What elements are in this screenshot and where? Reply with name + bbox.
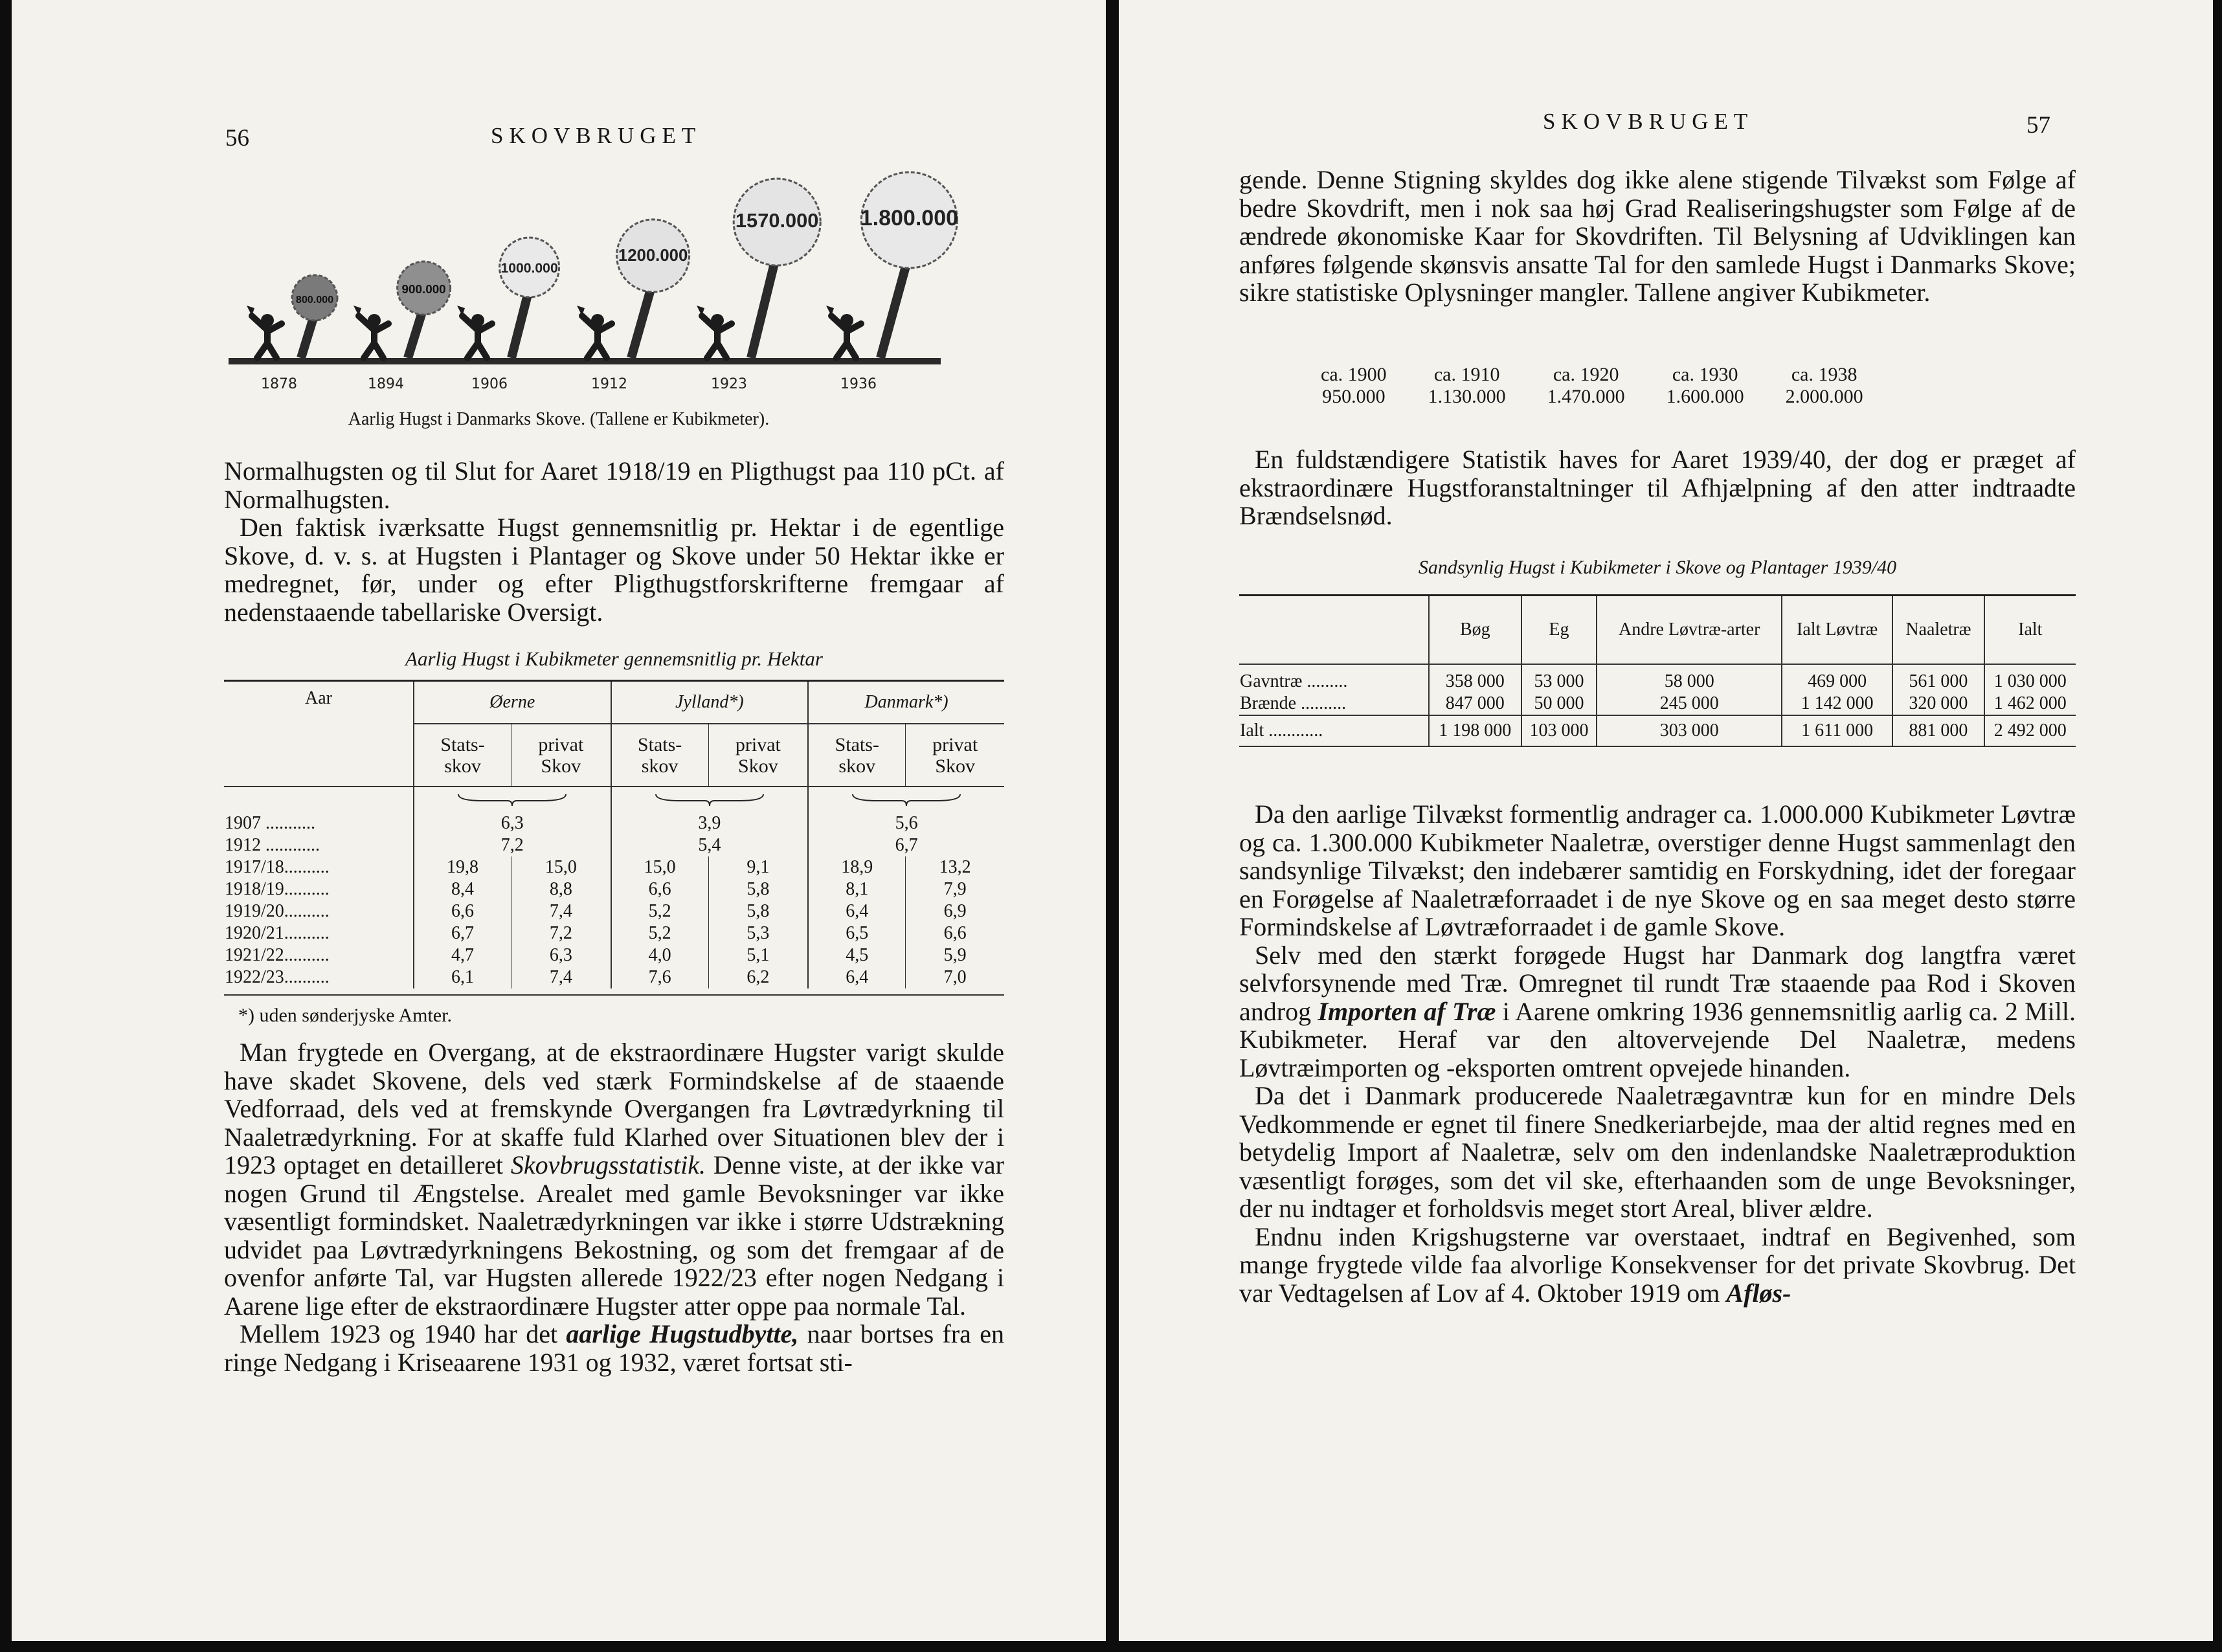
cell-value: 5,8	[708, 878, 808, 900]
paragraph: Den faktisk iværksatte Hugst gennemsnitlig pr. Hektar i de egentlige Skove, d. v. s. at Hugsten i Plantager og Skove under 50 Hektar ikke er medregnet, før, under og efter Pligthugstforskrifterne fremgaar af nedenstaaende tabellariske Oversigt.	[224, 513, 1004, 627]
row-aar: 1917/18..........	[224, 856, 414, 878]
cell-value: 5,3	[708, 922, 808, 944]
cell-value: 4,0	[611, 944, 709, 966]
year-label: 1878	[261, 376, 297, 392]
cell-value: 469 000	[1782, 664, 1892, 693]
cell-value: 7,4	[511, 900, 611, 922]
cell-value: 245 000	[1597, 693, 1782, 715]
page-number: 57	[2026, 112, 2050, 139]
estimate-year: ca. 1910	[1433, 364, 1500, 385]
cell-value: 15,0	[611, 856, 709, 878]
woodcutter-group	[457, 238, 559, 392]
cell-value: 5,9	[943, 945, 967, 965]
brace-icon	[655, 792, 765, 809]
paragraph: Man frygtede en Overgang, at de ekstraordinære Hugster varigt skulde have skadet Skovene, dels ved stærk Formindskelse af de staaende Vedforraad, dels ved at fremskynde Overgangen fra Løvtrædyrkning til Naaletrædyrkning. For at skaffe fuld Klarhed over Situationen blev der i 1923 optaget en detailleret Skovbrugsstatistik. Denne viste, at der ikke var nogen Grund til Ængstelse. Arealet med gamle Bevoksninger var ikke væsentligt formindsket. Naaletrædyrkningen var ikke i større Udstrækning udvidet paa Løvtrædyrkningens Bekostning, og som det fremgaar af de ovenfor anførte Tal, var Hugsten allerede 1922/23 efter nogen Nedgang i Aarene lige efter de ekstraordinære Hugster atter oppe paa normale Tal.	[224, 1038, 1005, 1321]
cell-value: 6,7	[414, 922, 511, 944]
estimate-value: 1.600.000	[1666, 386, 1744, 407]
paragraph: Normalhugsten og til Slut for Aaret 1918/19 en Pligthugst paa 110 pCt. af Normalhugsten.	[224, 456, 1004, 514]
table-title: Sandsynlig Hugst i Kubikmeter i Skove og Plantager 1939/40	[1418, 557, 1897, 578]
disc-value: 1200.000	[618, 247, 688, 265]
col-header: Ialt	[1984, 596, 2076, 664]
cell-value: 847 000	[1429, 693, 1521, 715]
cell-value: 7,2	[511, 922, 611, 944]
group-header-jylland: Jylland*)	[611, 681, 809, 724]
sub-header-stats: Stats- skov	[414, 724, 511, 787]
paragraph: En fuldstændigere Statistik haves for Aaret 1939/40, der dog er præget af ekstraordinære Hugstforanstaltninger til Afhjælpning af den atter indtraadte Brændselsnød.	[1239, 445, 2076, 530]
cell-value: 1 611 000	[1782, 715, 1892, 746]
cell-value: 5,6	[895, 813, 918, 833]
left-page	[12, 0, 1106, 1641]
estimate-year: ca. 1900	[1321, 364, 1387, 385]
paragraph: Selv med den stærkt forøgede Hugst har Danmark dog langtfra været selvforsynende med Træ. Omregnet til rundt Træ staaende paa Rod i Skoven androg Importen af Træ i Aarene omkring 1936 gennemsnitlig aarlig ca. 2 Mill. Kubikmeter. Heraf var den altovervejende Del Naaletræ, medens Løvtræimporten og -eksporten omtrent opvejede hinanden.	[1239, 940, 2076, 1082]
sub-header-privat: privat Skov	[932, 733, 978, 777]
estimate-year: ca. 1920	[1553, 364, 1619, 385]
disc-value: 1.800.000	[860, 206, 959, 230]
cell-value: 5,8	[708, 900, 808, 922]
cell-value: 7,2	[414, 834, 611, 856]
col-header: Andre Løvtræ-arter	[1597, 596, 1782, 664]
col-header: Eg	[1521, 596, 1597, 664]
table-bottom-rule	[224, 994, 1004, 996]
table-footnote: *) uden sønderjyske Amter.	[238, 1005, 452, 1026]
cell-value: 6,4	[808, 966, 906, 988]
cell-value: 13,2	[939, 857, 971, 877]
cell-value: 6,4	[808, 900, 906, 922]
total-row	[1239, 715, 2076, 746]
log-icon	[881, 254, 909, 358]
year-label: 1894	[368, 376, 404, 392]
cell-value: 8,4	[414, 878, 511, 900]
paragraph: Mellem 1923 og 1940 har det aarlige Hugstudbytte, naar bortses fra en ringe Nedgang i Kriseaarene 1931 og 1932, været fortsat sti-	[224, 1319, 1005, 1377]
year-label: 1936	[840, 376, 877, 392]
cell-value: 4,7	[414, 944, 511, 966]
cell-value: 19,8	[414, 856, 511, 878]
cell-value: 9,1	[708, 856, 808, 878]
cell-value: 7,9	[943, 879, 967, 899]
disc-value: 800.000	[295, 294, 334, 306]
cell-value: 561 000	[1892, 664, 1984, 693]
cell-value: 3,9	[611, 812, 809, 834]
cell-value: 7,6	[611, 966, 709, 988]
group-header-oerne: Øerne	[414, 681, 611, 724]
log-icon	[511, 288, 530, 358]
sub-header-privat: privat Skov	[511, 724, 611, 787]
cell-value: 6,3	[414, 812, 611, 834]
col-header-aar: Aar	[224, 681, 414, 787]
page-number: 56	[225, 125, 249, 151]
row-aar: 1921/22..........	[224, 944, 414, 966]
cell-value: 15,0	[511, 856, 611, 878]
cell-value: 6,7	[895, 835, 918, 855]
table-row	[224, 900, 1004, 922]
cell-value: 6,1	[414, 966, 511, 988]
estimate-value: 950.000	[1322, 386, 1386, 407]
brace-icon	[851, 792, 961, 809]
estimate-value: 1.470.000	[1547, 386, 1625, 407]
cell-value: 6,2	[708, 966, 808, 988]
year-label: 1923	[711, 376, 747, 392]
cell-value: 6,6	[943, 923, 967, 943]
row-aar: 1920/21..........	[224, 922, 414, 944]
table-title: Aarlig Hugst i Kubikmeter gennemsnitlig pr. Hektar	[405, 647, 823, 670]
estimate-year: ca. 1938	[1791, 364, 1857, 385]
running-head: SKOVBRUGET	[491, 123, 702, 148]
cell-value: 881 000	[1892, 715, 1984, 746]
disc-value: 1000.000	[500, 261, 558, 276]
paragraph: Da det i Danmark producerede Naaletrægavntræ kun for en mindre Dels Vedkommende er egnet til finere Snedkeriarbejde, maa der altid regnes med en betydelig Import af Naaletræ, selv om den indenlandske Naaletræproduktion væsentligt forøges, som det vil ske, efterhaanden som de unge Bevoksninger, der nu indtager et forholdsvis meget stort Areal, bliver ældre.	[1239, 1081, 2076, 1223]
hugst-figure	[12, 0, 1106, 408]
cell-value: 6,5	[808, 922, 906, 944]
cell-value: 5,2	[611, 900, 709, 922]
row-aar: 1907 ...........	[224, 812, 414, 834]
table-row	[1239, 664, 2076, 693]
table-row	[224, 812, 1004, 834]
cell-value: 5,1	[708, 944, 808, 966]
row-label: Gavntræ .........	[1240, 671, 1348, 691]
paragraph: gende. Denne Stigning skyldes dog ikke alene stigende Tilvækst som Følge af bedre Skovdrift, men i nok saa høj Grad Realiseringshugster som Følge af de ændrede økonomiske Kaar for Skovdriften. Til Belysning af Udviklingen kan anføres følgende skønsvis ansatte Tal for den samlede Hugst i Danmarks Skove; sikre statistiske Oplysninger mangler. Tallene angiver Kubikmeter.	[1239, 165, 2076, 307]
group-header-danmark: Danmark*)	[808, 681, 1004, 724]
cell-value: 303 000	[1597, 715, 1782, 746]
cell-value: 18,9	[808, 856, 906, 878]
cell-value: 320 000	[1892, 693, 1984, 715]
cell-value: 5,4	[611, 834, 809, 856]
figure-caption: Aarlig Hugst i Danmarks Skove. (Tallene er Kubikmeter).	[348, 409, 770, 429]
table-row	[224, 878, 1004, 900]
cell-value: 50 000	[1521, 693, 1597, 715]
table-row	[224, 966, 1004, 988]
sub-header-privat: privat Skov	[708, 724, 808, 787]
table-row	[224, 834, 1004, 856]
table-row	[1239, 693, 2076, 715]
cell-value: 1 142 000	[1782, 693, 1892, 715]
cell-value: 1 198 000	[1429, 715, 1521, 746]
running-head: SKOVBRUGET	[1543, 109, 1754, 134]
cell-value: 8,1	[808, 878, 906, 900]
cell-value: 358 000	[1429, 664, 1521, 693]
brace-icon	[457, 792, 567, 809]
sub-header-stats: Stats- skov	[611, 724, 709, 787]
cell-value: 103 000	[1521, 715, 1597, 746]
cell-value: 58 000	[1597, 664, 1782, 693]
disc-value: 900.000	[401, 282, 446, 296]
estimate-value: 1.130.000	[1428, 386, 1506, 407]
table-row	[224, 944, 1004, 966]
woodcutter-group	[247, 275, 337, 392]
cell-value: 6,3	[511, 944, 611, 966]
cell-value: 8,8	[511, 878, 611, 900]
paragraph: Endnu inden Krigshugsterne var overstaaet, indtraf en Begivenhed, som mange frygtede vilde faa alvorlige Konsekvenser for det private Skovbrug. Det var Vedtagelsen af Lov af 4. Oktober 1919 om Afløs-	[1239, 1222, 2076, 1308]
log-icon	[751, 252, 777, 358]
cell-value: 1 030 000	[1984, 664, 2076, 693]
cell-value: 7,4	[511, 966, 611, 988]
sub-header-stats: Stats- skov	[808, 724, 906, 787]
col-header: Ialt Løvtræ	[1782, 596, 1892, 664]
hugst-1939-40-table	[1239, 594, 2076, 747]
row-aar: 1919/20..........	[224, 900, 414, 922]
row-label: Brænde ..........	[1240, 693, 1347, 713]
col-header: Naaletræ	[1892, 596, 1984, 664]
col-header: Bøg	[1429, 596, 1521, 664]
cell-value: 53 000	[1521, 664, 1597, 693]
cell-value: 6,6	[414, 900, 511, 922]
row-label: Ialt ............	[1240, 720, 1323, 741]
row-aar: 1918/19..........	[224, 878, 414, 900]
woodcutter-group	[354, 262, 451, 392]
cell-value: 6,9	[943, 901, 967, 921]
cell-value: 5,2	[611, 922, 709, 944]
table-row	[224, 856, 1004, 878]
right-page	[1119, 0, 2213, 1641]
row-aar: 1922/23..........	[224, 966, 414, 988]
estimate-value: 2.000.000	[1785, 386, 1863, 407]
year-label: 1912	[591, 376, 627, 392]
estimate-year: ca. 1930	[1672, 364, 1738, 385]
year-label: 1906	[471, 376, 508, 392]
woodcutter-group	[577, 219, 690, 392]
disc-value: 1570.000	[735, 209, 819, 232]
hugst-per-hektar-table	[224, 680, 1004, 988]
cell-value: 2 492 000	[1984, 715, 2076, 746]
cell-value: 7,0	[943, 967, 967, 987]
cell-value: 6,6	[611, 878, 709, 900]
hugst-estimates-table	[1300, 364, 1884, 408]
cell-value: 1 462 000	[1984, 693, 2076, 715]
row-aar: 1912 ............	[224, 834, 414, 856]
cell-value: 4,5	[808, 944, 906, 966]
paragraph: Da den aarlige Tilvækst formentlig andrager ca. 1.000.000 Kubikmeter Løvtræ og ca. 1.300.000 Kubikmeter Naaletræ, overstiger denne Hugst sammenlagt den sandsynlige Tilvækst; den indebærer samtidig en Forskydning, idet der foregaar en Forøgelse af Naaletræforraadet i de nye Skove og en saa meget desto større Formindskelse af Løvtræforraadet i de gamle Skove.	[1239, 799, 2076, 941]
table-row	[224, 922, 1004, 944]
